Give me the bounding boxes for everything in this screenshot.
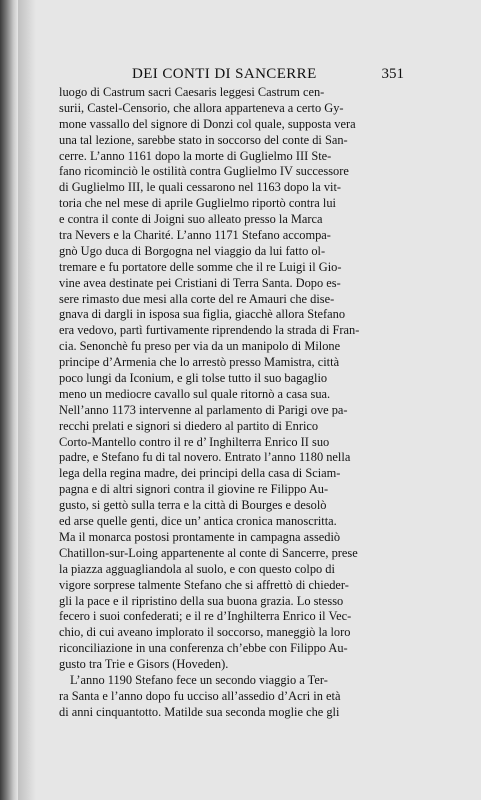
text-line: surii, Castel-Censorio, che allora apparteneva a certo Gy- xyxy=(59,100,344,115)
text-line: chio, di cui aveano implorato il soccorso, maneggiò la loro xyxy=(59,625,351,640)
paragraph-start-line: L’anno 1190 Stefano fece un secondo viaggio a Ter- xyxy=(70,672,328,687)
text-line: riconciliazione in una conferenza ch’ebbe con Filippo Au- xyxy=(59,641,348,656)
text-line: tremare e fu portatore delle somme che il re Luigi il Gio- xyxy=(59,259,342,274)
text-line: gnò Ugo duca di Borgogna nel viaggio da lui fatto ol- xyxy=(59,243,326,258)
text-line: sere rimasto due mesi alla corte del re Amauri che dise- xyxy=(59,291,335,306)
text-line: la piazza agguagliandola al suolo, e con questo colpo di xyxy=(59,561,335,576)
text-line: poco lungi da Iconium, e gli tolse tutto il suo bagaglio xyxy=(59,371,328,386)
text-line: gusto, si gettò sulla terra e la città di Bourges e desolò xyxy=(59,498,327,513)
text-line: ra Santa e l’anno dopo fu ucciso all’assedio d’Acri in età xyxy=(59,688,341,703)
text-line: recchi prelati e signori si diedero al partito di Enrico xyxy=(59,418,319,433)
text-line: di Guglielmo III, le quali cessarono nel 1163 dopo la vit- xyxy=(59,180,342,195)
text-line: e contra il conte di Joigni suo alleato presso la Marca xyxy=(59,212,323,227)
text-line: Corto-Mantello contro il re d’ Inghilterra Enrico II suo xyxy=(59,434,330,449)
text-line: una tal lezione, sarebbe stato in soccorso del conte di San- xyxy=(59,132,348,147)
text-line: Ma il monarca postosi prontamente in campagna assediò xyxy=(59,529,341,544)
text-line: vine avea destinate pei Cristiani di Terra Santa. Dopo es- xyxy=(59,275,341,290)
text-line: ed arse quelle genti, dice un’ antica cronica manoscritta. xyxy=(59,514,337,529)
body-text xyxy=(59,85,404,721)
text-line: lega della regina madre, dei principi della casa di Sciam- xyxy=(59,466,341,481)
text-line: Chatillon-sur-Loing appartenente al conte di Sancerre, prese xyxy=(59,545,358,560)
text-line: era vedovo, partì furtivamente riprendendo la strada di Fran- xyxy=(59,323,360,338)
text-line: vigore sorprese talmente Stefano che si affrettò di chieder- xyxy=(59,577,349,592)
text-line: principe d’Armenia che lo arrestò presso Mamistra, città xyxy=(59,355,340,370)
text-line: cerre. L’anno 1161 dopo la morte di Guglielmo III Ste- xyxy=(59,148,332,163)
page-number: 351 xyxy=(381,66,404,82)
text-line: fano ricominciò le ostilità contra Guglielmo IV successore xyxy=(59,164,349,179)
text-line: meno un mediocre cavallo sul quale ritornò a casa sua. xyxy=(59,386,331,401)
book-binding-edge xyxy=(0,0,18,800)
text-line: mone vassallo del signore di Donzi col quale, supposta vera xyxy=(59,116,356,131)
text-line: toria che nel mese di aprile Guglielmo riportò contra lui xyxy=(59,196,336,211)
text-line: fecero i suoi confederati; e il re d’Inghilterra Enrico il Vec- xyxy=(59,609,352,624)
text-line: pagna e di altri signori contra il giovine re Filippo Au- xyxy=(59,482,329,497)
text-line: tra Nevers e la Charité. L’anno 1171 Stefano accompa- xyxy=(59,228,331,243)
text-line: di anni cinquantotto. Matilde sua seconda moglie che gli xyxy=(59,704,340,719)
text-line: Nell’anno 1173 intervenne al parlamento di Parigi ove pa- xyxy=(59,402,348,417)
text-line: padre, e Stefano fu di tal novero. Entrato l’anno 1180 nella xyxy=(59,450,351,465)
text-line: luogo di Castrum sacri Caesaris leggesi Castrum cen- xyxy=(59,85,325,99)
text-line: gnava di dargli in isposa sua figlia, giacchè allora Stefano xyxy=(59,307,346,322)
page-header xyxy=(84,66,404,84)
text-line: cia. Senonchè fu preso per via da un manipolo di Milone xyxy=(59,339,341,354)
text-line: gusto tra Trie e Gisors (Hoveden). xyxy=(59,657,229,672)
page-gutter-shadow xyxy=(18,0,36,800)
running-title: DEI CONTI DI SANCERRE xyxy=(132,66,317,82)
text-line: gli la pace e il ripristino della sua buona grazia. Lo stesso xyxy=(59,593,344,608)
